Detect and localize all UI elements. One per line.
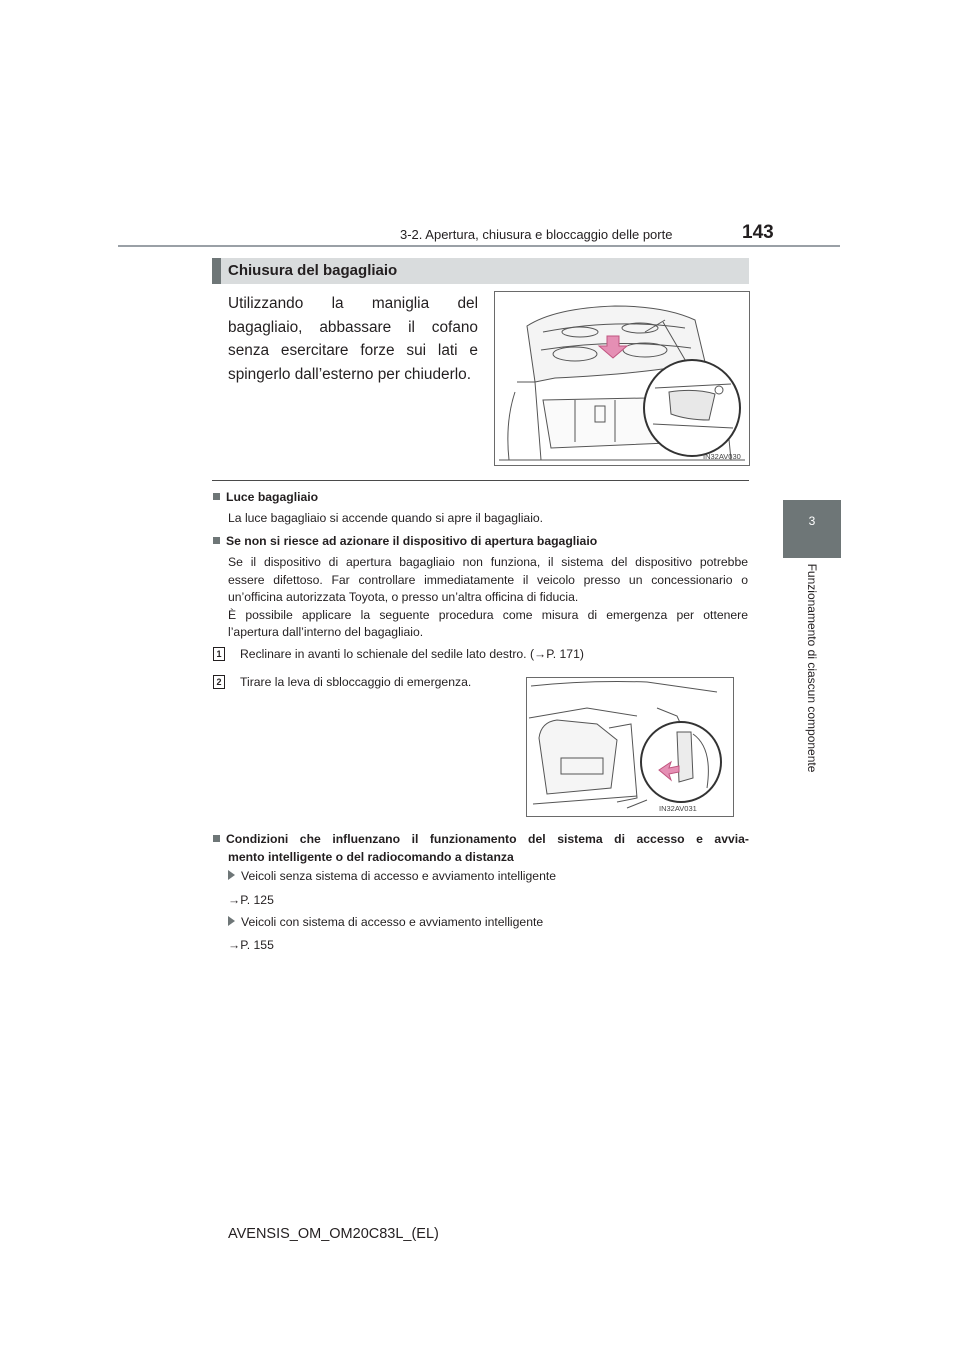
emergenza-line: È possibile applicare la seguente procedura come misura di emergenza per ottenere <box>228 607 748 622</box>
sub-item-2 <box>228 914 543 932</box>
triangle-bullet-icon <box>228 916 235 926</box>
sub-item-1-ref: →P. 125 <box>228 893 274 907</box>
condizioni-heading-line-2: mento intelligente o del radiocomando a distanza <box>228 849 514 864</box>
emergenza-line: Se il dispositivo di apertura bagagliaio non funziona, il sistema del dispositivo potrebbe <box>228 555 748 569</box>
step-text-2: Tirare la leva di sbloccaggio di emergenza. <box>240 675 472 689</box>
step-text-1: Reclinare in avanti lo schienale del sedile lato destro. (→P. 171) <box>240 647 584 661</box>
trunk-closing-figure <box>494 291 750 466</box>
trunk-illustration <box>495 292 749 465</box>
chapter-tab-number: 3 <box>808 514 816 528</box>
section-title: Chiusura del bagagliaio <box>228 262 398 279</box>
emergenza-line: l’apertura dall’interno del bagagliaio. <box>228 625 424 639</box>
emergency-lever-figure <box>526 677 734 817</box>
square-bullet-icon <box>213 835 220 842</box>
note-heading-condizioni <box>213 831 749 866</box>
note-heading-luce-text: Luce bagagliaio <box>226 490 319 504</box>
step-number-2: 2 <box>213 675 225 689</box>
triangle-bullet-icon <box>228 870 235 880</box>
running-header-title: 3-2. Apertura, chiusura e bloccaggio delle porte <box>400 227 673 242</box>
document-code: AVENSIS_OM_OM20C83L_(EL) <box>228 1226 439 1242</box>
note-text-luce: La luce bagagliaio si accende quando si apre il bagagliaio. <box>228 511 544 525</box>
note-text-emergenza <box>228 554 748 642</box>
sub-item-1-text: Veicoli senza sistema di accesso e avviamento intelligente <box>241 869 557 883</box>
square-bullet-icon <box>213 537 220 544</box>
square-bullet-icon <box>213 493 220 500</box>
sub-item-2-text: Veicoli con sistema di accesso e avviamento intelligente <box>241 915 544 929</box>
chapter-tab <box>783 500 841 558</box>
section-heading-accent <box>212 258 221 284</box>
section-divider <box>212 480 749 481</box>
figure-code: IN32AV031 <box>659 804 697 813</box>
sub-item-1 <box>228 868 556 886</box>
header-rule <box>118 245 840 247</box>
page-number: 143 <box>742 222 774 243</box>
note-heading-luce <box>213 489 318 507</box>
sub-item-2-ref: →P. 155 <box>228 938 274 952</box>
note-heading-emergenza-text: Se non si riesce ad azionare il dispositivo di apertura bagagliaio <box>226 534 598 548</box>
emergenza-line: essere difettoso. Far controllare immediatamente il veicolo presso un concessionario o <box>228 572 748 587</box>
note-heading-emergenza <box>213 533 597 551</box>
condizioni-heading-line-1-text: Condizioni che influenzano il funzionamento del sistema di accesso e avvia- <box>226 832 749 846</box>
emergenza-line: un’officina autorizzata Toyota, o presso un’altra officina di fiducia. <box>228 590 579 604</box>
chapter-tab-label: Funzionamento di ciascun componente <box>805 563 819 773</box>
step-number-1: 1 <box>213 647 225 661</box>
figure-code: IN32AV030 <box>703 452 741 461</box>
intro-paragraph: Utilizzando la maniglia del bagagliaio, abbassare il cofano senza esercitare forze sui lati e spingerlo dall’esterno per chiuderlo. <box>228 295 478 383</box>
emergency-lever-illustration <box>527 678 733 816</box>
condizioni-heading-line-1 <box>213 831 749 849</box>
